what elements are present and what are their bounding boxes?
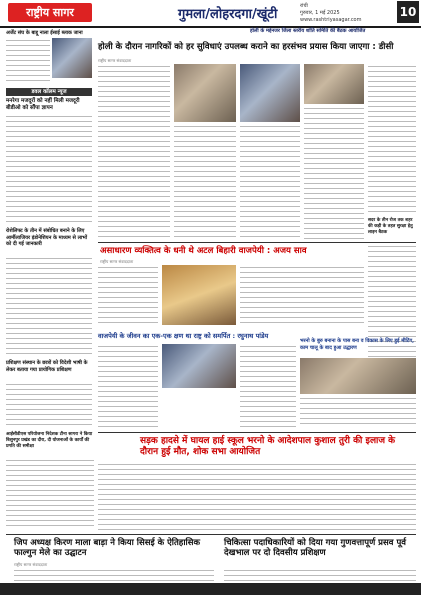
date-city: रांची (300, 3, 308, 9)
page-number: 10 (397, 1, 419, 23)
divider-1 (98, 242, 416, 243)
byline-1: राष्ट्रीय सागर संवाददाता (98, 58, 132, 63)
main-photo-3 (304, 64, 364, 104)
sub-text-col-2 (240, 344, 296, 428)
main-text-col-4 (304, 106, 364, 239)
sub-text-col-1 (98, 344, 158, 428)
newspaper-logo: राष्ट्रीय सागर (8, 3, 92, 22)
right-photo-2 (300, 358, 416, 394)
main-text-col-1 (98, 64, 170, 239)
accident-headline: सड़क हादसे में घायल हाई स्कूल भरनो के आदेशपाल कुशाल तुरी की इलाज के दौरान हुई मौत, शोक सभा आयोजित (140, 436, 396, 457)
left-headline-2: रोशेलिफ्ट के तीन में संबोधित बनाने के लिए आर्मीलाजियर इंडोनेशियन के माध्यम से लाभों को दी गई जानकारी (6, 228, 88, 247)
right-text-3 (300, 396, 416, 428)
left-headline-3: प्रशिक्षण संस्थान के छात्रों को विदेशी भाषी के लेकर बताया गया प्रायोगिक प्रशिक्षण (6, 360, 88, 373)
mid-photo (162, 265, 236, 325)
bottom-left-text (14, 568, 214, 582)
bottom-left-headline: जिप अध्यक्ष किरण माला बाड़ा ने किया सिसई के ऐतिहासिक फाल्गुन मेले का उद्घाटन (14, 538, 201, 558)
left-text-2 (6, 114, 92, 224)
right-box-headline-1: सदर के तीन रोज तक शहर की कड़ी के तहत सुरक्षा हेतु लाइन बैठक (368, 218, 413, 235)
left-text-5 (6, 458, 94, 530)
bottom-right-text (224, 568, 416, 582)
right-rail-text-1 (368, 64, 416, 214)
date-text: गुरुवार, 1 मई 2025 (300, 10, 340, 16)
mid-headline: असाधारण व्यक्तित्व के धनी थे अटल बिहारी वाजपेयी : अजय साव (100, 246, 307, 256)
left-text-1 (6, 38, 50, 82)
divider-2 (98, 432, 416, 433)
section-title: गुमला/लोहरदगा/खूंटी (178, 7, 278, 22)
top-strip-text: होली के मद्देनजर जिला स्तरीय शांति समिति की बैठक आयोजित (250, 28, 366, 34)
sub-photo (162, 344, 236, 388)
main-photo-2 (240, 64, 300, 122)
mid-text-col-2 (240, 265, 364, 327)
main-text-col-3 (240, 124, 300, 239)
main-photo-1 (174, 64, 236, 122)
left-headline-4: आईसीडीएस परियोजना निदेशक टीना सागरा ने किया बिशुनपुर प्रखंड का दौरा, दी योजनाओं के कार्यों की प्रगति की समीक्षा (6, 432, 93, 449)
divider-3 (6, 534, 416, 535)
main-text-col-2 (174, 124, 236, 239)
mid-text-col-1 (98, 265, 158, 327)
sub-headline: वाजपेयी के जीवन का एक-एक क्षण था राष्ट्र को समर्पित : रघुनाथ पांडेय (98, 332, 269, 340)
left-text-3 (6, 256, 92, 356)
footer-bar (0, 583, 421, 595)
dateline (300, 3, 362, 24)
byline-3: राष्ट्रीय सागर संवाददाता (14, 562, 48, 567)
main-headline: होली के दौरान नागरिकों को हर सुविधाएं उपलब्ध कराने का हरसंभव प्रयास किया जाएगा : डीसी (98, 42, 394, 52)
left-text-4 (6, 382, 92, 427)
right-box-headline-2: भरनो के बुरु बनाना के पास बना व विकास के लिए हुई मीटिंग, काम चालू के बाद हुआ उद्धारण (300, 338, 415, 351)
left-headline-1: मनरेगा मजदूरों को नहीं मिली मजदूरी बीडीओ को सौंपा ज्ञापन (6, 98, 80, 111)
byline-2: राष्ट्रीय सागर संवाददाता (100, 259, 134, 264)
accident-text (98, 462, 416, 530)
left-photo-1 (52, 38, 92, 78)
left-kicker: अर्जेंट संघ के बाद्दू नाला ईसाई ब्लाक जाना (6, 30, 83, 36)
double-column-label: डवल कॉलम न्यूज (6, 88, 92, 96)
bottom-right-headline: चिकित्सा पदाधिकारियों को दिया गया गुणवत्तापूर्ण प्रसव पूर्व देखभाल पर दो दिवसीय प्रशिक्षण (224, 538, 406, 558)
website: www.rashtriyasagar.com (300, 17, 362, 23)
